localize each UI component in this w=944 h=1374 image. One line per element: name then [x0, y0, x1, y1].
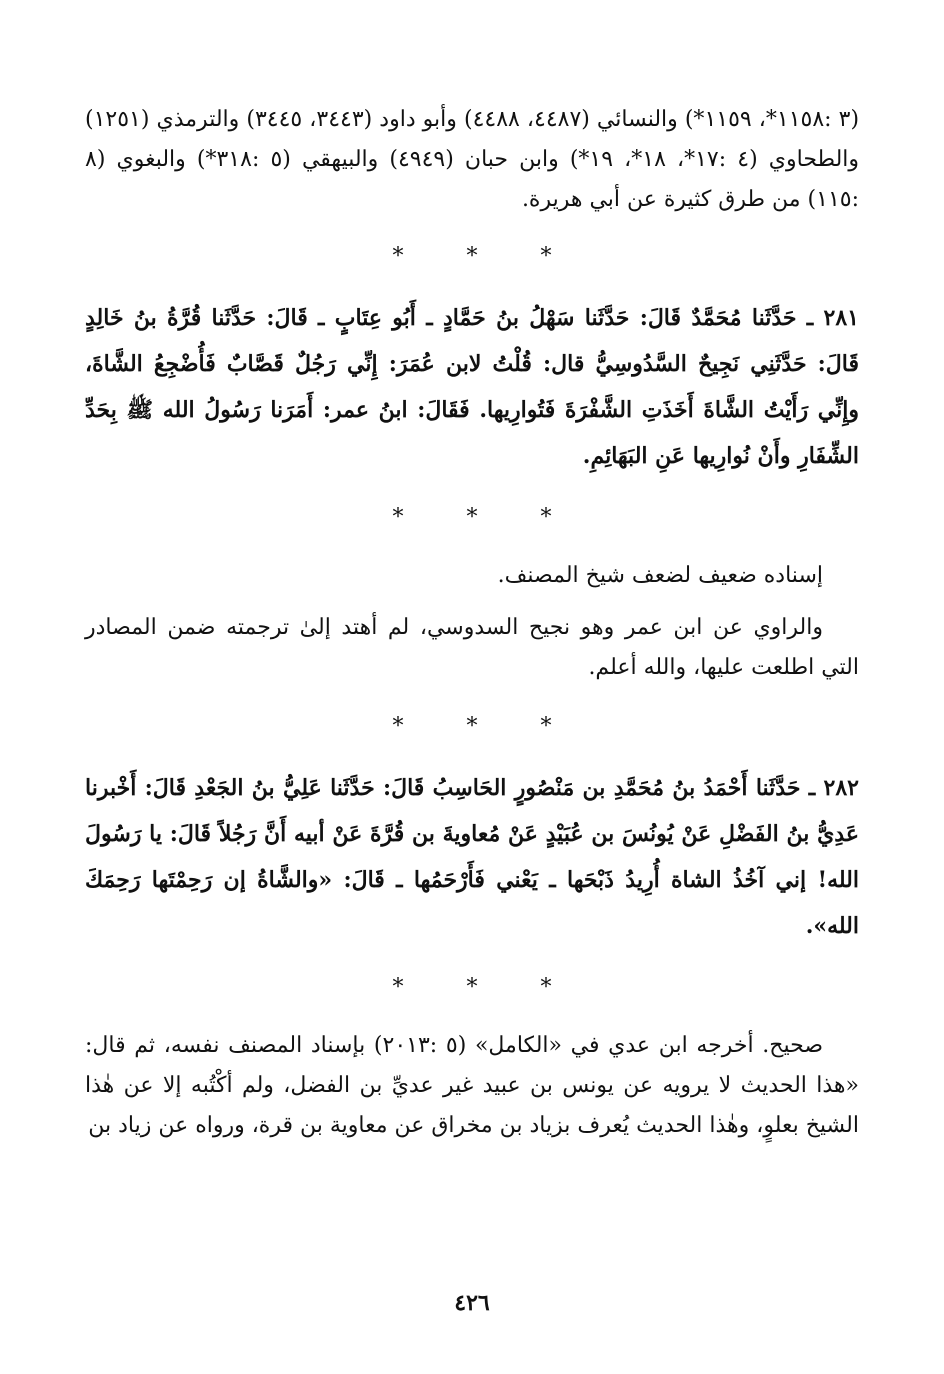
takhrij-paragraph: صحيح. أخرجه ابن عدي في «الكامل» (٥ :٢٠١٣) بإسناد المصنف نفسه، ثم قال: «هذا الحديث لا يرويه عن يونس بن عبيد غير عديِّ بن الفضل، ولم أكْتُبه إلا عن هٰذا الشيخ بعلوٍ، وهٰذا الحديث يُعرف بزياد بن مخراق عن معاوية بن قرة، ورواه عن زياد بن: [85, 1033, 859, 1138]
page-number: ٤٢٦: [454, 1290, 490, 1316]
section-divider: * * *: [392, 714, 580, 739]
page-body: [85, 100, 859, 1146]
narrator-note-paragraph: والراوي عن ابن عمر وهو نجيح السدوسي، لم أهتد إلىٰ ترجمته ضمن المصادر التي اطلعت عليها، والله أعلم.: [85, 615, 859, 680]
section-divider: * * *: [392, 244, 580, 269]
hadith-282: ٢٨٢ ـ حَدَّثَنا أَحْمَدُ بنُ مُحَمَّدِ بن مَنْصُورٍ الحَاسِبُ قَالَ: حَدَّثَنا عَلِيُّ بنُ الجَعْدِ قَالَ: أَخْبرنا عَدِيُّ بنُ الفَضْلِ عَنْ يُونُسَ بن عُبَيْدٍ عَنْ مُعاويةَ بن قُرَّةَ عَنْ أبيه أَنَّ رَجُلاً قَالَ: يا رَسُولَ الله! إني آخُذُ الشاة أُرِيدُ ذَبْحَها ـ يَعْني فَأَرْحَمُها ـ قَالَ: «والشَّاةُ إن رَحِمْتَها رَحِمَكَ الله».: [85, 775, 859, 939]
section-divider: * * *: [392, 975, 580, 1000]
citation-paragraph: (٣ :١١٥٨*، ١١٥٩*) والنسائي (٤٤٨٧، ٤٤٨٨) وأبو داود (٣٤٤٣، ٣٤٤٥) والترمذي (١٢٥١) والطحاوي (٤ :١٧*، ١٨*، ١٩*) وابن حبان (٤٩٤٩) والبيهقي (٥ :٣١٨*) والبغوي (٨ :١١٥) من طرق كثيرة عن أبي هريرة.: [85, 107, 860, 212]
grading-paragraph: إسناده ضعيف لضعف شيخ المصنف.: [497, 563, 823, 588]
section-divider: * * *: [392, 505, 580, 530]
hadith-281: ٢٨١ ـ حَدَّثَنا مُحَمَّدٌ قَالَ: حَدَّثَنا سَهْلُ بنُ حَمَّادٍ ـ أَبُو عِتَابٍ ـ قَالَ: حَدَّثَنا قُرَّةُ بنُ خَالِدٍ قَالَ: حَدَّثَنِي نَجِيحٌ السَّدُوسِيُّ قال: قُلْتُ لابن عُمَرَ: إِنِّي رَجُلٌ قَصَّابٌ فَأُضْجِعُ الشَّاةَ، وإِنِّي رَأَيْتُ الشَّاةَ أَخَذَتِ الشَّفْرَةَ فَتُوارِيها. فَقَالَ: ابنُ عمر: أَمَرَنا رَسُولُ الله ﷺ بِحَدِّ الشِّفَارِ وأَنْ نُوارِيها عَنِ البَهَائِمِ.: [85, 305, 859, 469]
